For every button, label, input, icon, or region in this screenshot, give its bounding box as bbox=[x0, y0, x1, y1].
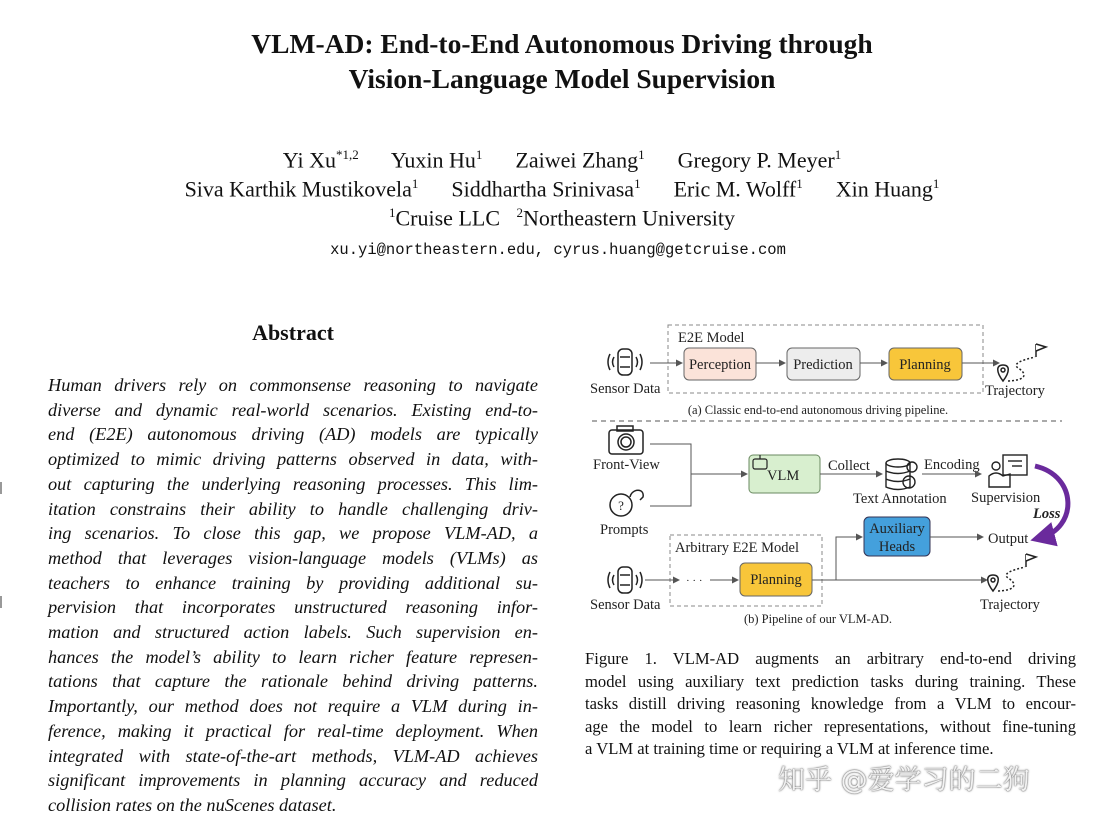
watermark: 知乎 @爱学习的二狗 bbox=[778, 765, 1030, 796]
abstract-line: collision rates on the nuScenes dataset. bbox=[48, 794, 337, 815]
author-name: Gregory P. Meyer bbox=[677, 147, 835, 173]
prediction-label: Prediction bbox=[793, 357, 853, 373]
author-sup: 1 bbox=[411, 176, 419, 191]
author-sup: *1,2 bbox=[335, 147, 359, 162]
abstract-line: Human drivers rely on commonsense reasoning to navigate bbox=[48, 375, 538, 395]
author-sup: 1 bbox=[932, 176, 940, 191]
abstract-line: ing scenarios. To close this gap, we propose VLM-AD, a bbox=[48, 523, 538, 544]
abstract-heading: Abstract bbox=[252, 320, 334, 345]
abstract-line: hances the model’s ability to learn richer feature represen- bbox=[48, 646, 538, 667]
prompt-question-icon bbox=[610, 490, 643, 516]
abstract-line: optimized to mimic driving patterns observed in data, with- bbox=[48, 449, 538, 470]
author-emails: xu.yi@northeastern.edu, cyrus.huang@getcruise.com bbox=[330, 241, 786, 259]
abstract-line: diverse and dynamic real-world scenarios. Existing end-to- bbox=[48, 399, 538, 420]
author-name: Xin Huang bbox=[835, 176, 933, 202]
database-gear-icon bbox=[886, 459, 917, 490]
abstract-line: significant improvements in planning accuracy and reduced bbox=[48, 770, 538, 791]
author-sup: 1 bbox=[796, 176, 803, 191]
auxiliary-heads-label-1: Auxiliary bbox=[869, 521, 925, 537]
author-name: Zaiwei Zhang bbox=[515, 147, 639, 173]
trajectory-icon bbox=[988, 554, 1036, 591]
author-name: Yi Xu bbox=[282, 147, 336, 173]
supervision-teacher-icon bbox=[989, 455, 1027, 487]
abstract-line: method that leverages vision-language models (VLMs) as bbox=[48, 547, 538, 568]
arbitrary-e2e-model-label: Arbitrary E2E Model bbox=[675, 540, 800, 556]
e2e-model-label: E2E Model bbox=[678, 330, 745, 346]
abstract-line: Importantly, our method does not require a VLM during in- bbox=[48, 696, 538, 717]
output-label: Output bbox=[988, 531, 1029, 547]
perception-label: Perception bbox=[688, 357, 752, 373]
abstract-line: pervision that incorporates unstructured reasoning infor- bbox=[48, 597, 538, 618]
car-sensor-icon bbox=[608, 349, 642, 375]
text-annotation-label: Text Annotation bbox=[853, 491, 947, 507]
subfigure-a-caption: (a) Classic end-to-end autonomous driving pipeline. bbox=[687, 403, 949, 417]
paper-title-line-1: VLM-AD: End-to-End Autonomous Driving through bbox=[251, 28, 873, 59]
supervision-label: Supervision bbox=[971, 490, 1041, 506]
abstract-line: itation constrains their ability to handle challenging driv- bbox=[48, 498, 538, 519]
abstract-line: end (E2E) autonomous driving (AD) models are typically bbox=[48, 424, 538, 445]
abstract-line: ference, making it practical for real-time deployment. When bbox=[48, 720, 538, 741]
subfigure-b-caption: (b) Pipeline of our VLM-AD. bbox=[743, 612, 893, 626]
camera-icon bbox=[609, 426, 643, 454]
caption-line: Figure 1. VLM-AD augments an arbitrary end-to-end driving bbox=[585, 649, 1076, 668]
abstract-line: tations that capture the rationale behind driving patterns. bbox=[48, 671, 538, 692]
prompts-label: Prompts bbox=[600, 522, 649, 538]
abstract-line: teachers to enhance training by providing additional su- bbox=[48, 572, 538, 593]
abstract-line: integrated with state-of-the-art methods, VLM-AD achieves bbox=[48, 745, 538, 766]
abstract-line: mation and structured action labels. Such supervision en- bbox=[48, 622, 538, 642]
svg-text:?: ? bbox=[618, 498, 624, 513]
author-sup: 1 bbox=[475, 147, 483, 162]
trajectory-label: Trajectory bbox=[980, 597, 1040, 613]
affiliation-name: Cruise LLC bbox=[395, 205, 500, 231]
author-name: Eric M. Wolff bbox=[673, 176, 797, 202]
author-sup: 1 bbox=[638, 147, 645, 162]
trajectory-icon bbox=[998, 344, 1046, 381]
author-name: Yuxin Hu bbox=[390, 147, 476, 173]
trajectory-label: Trajectory bbox=[985, 383, 1045, 399]
ellipsis: · · · bbox=[686, 575, 703, 587]
author-name: Siddhartha Srinivasa bbox=[451, 176, 635, 202]
author-sup: 1 bbox=[634, 176, 641, 191]
caption-line: age the model to learn richer representations, without fine-tuning bbox=[585, 716, 1076, 736]
encoding-label: Encoding bbox=[924, 457, 980, 473]
loss-label: Loss bbox=[1033, 506, 1061, 522]
vlm-label: VLM bbox=[767, 468, 800, 484]
car-sensor-icon bbox=[608, 567, 642, 593]
author-name: Siva Karthik Mustikovela bbox=[184, 176, 412, 202]
collect-label: Collect bbox=[828, 458, 870, 474]
affiliation-sup: 2 bbox=[516, 205, 523, 220]
auxiliary-heads-label-2: Heads bbox=[878, 539, 916, 555]
front-view-label: Front-View bbox=[593, 457, 660, 473]
caption-line: a VLM at training time or requiring a VLM at inference time. bbox=[585, 739, 994, 759]
author-sup: 1 bbox=[834, 147, 842, 162]
caption-line: tasks distill driving reasoning knowledge from a VLM to encour- bbox=[585, 694, 1076, 714]
sensor-data-label: Sensor Data bbox=[590, 381, 661, 397]
abstract-line: out capturing the underlying reasoning processes. This lim- bbox=[48, 473, 538, 494]
planning-label: Planning bbox=[899, 357, 951, 373]
affiliation-name: Northeastern University bbox=[523, 205, 735, 231]
planning-label: Planning bbox=[750, 572, 802, 588]
paper-title-line-2: Vision-Language Model Supervision bbox=[348, 63, 776, 94]
sensor-data-label: Sensor Data bbox=[590, 597, 661, 613]
affiliation-sup: 1 bbox=[389, 205, 396, 220]
caption-line: model using auxiliary text prediction tasks during training. These bbox=[585, 671, 1076, 691]
